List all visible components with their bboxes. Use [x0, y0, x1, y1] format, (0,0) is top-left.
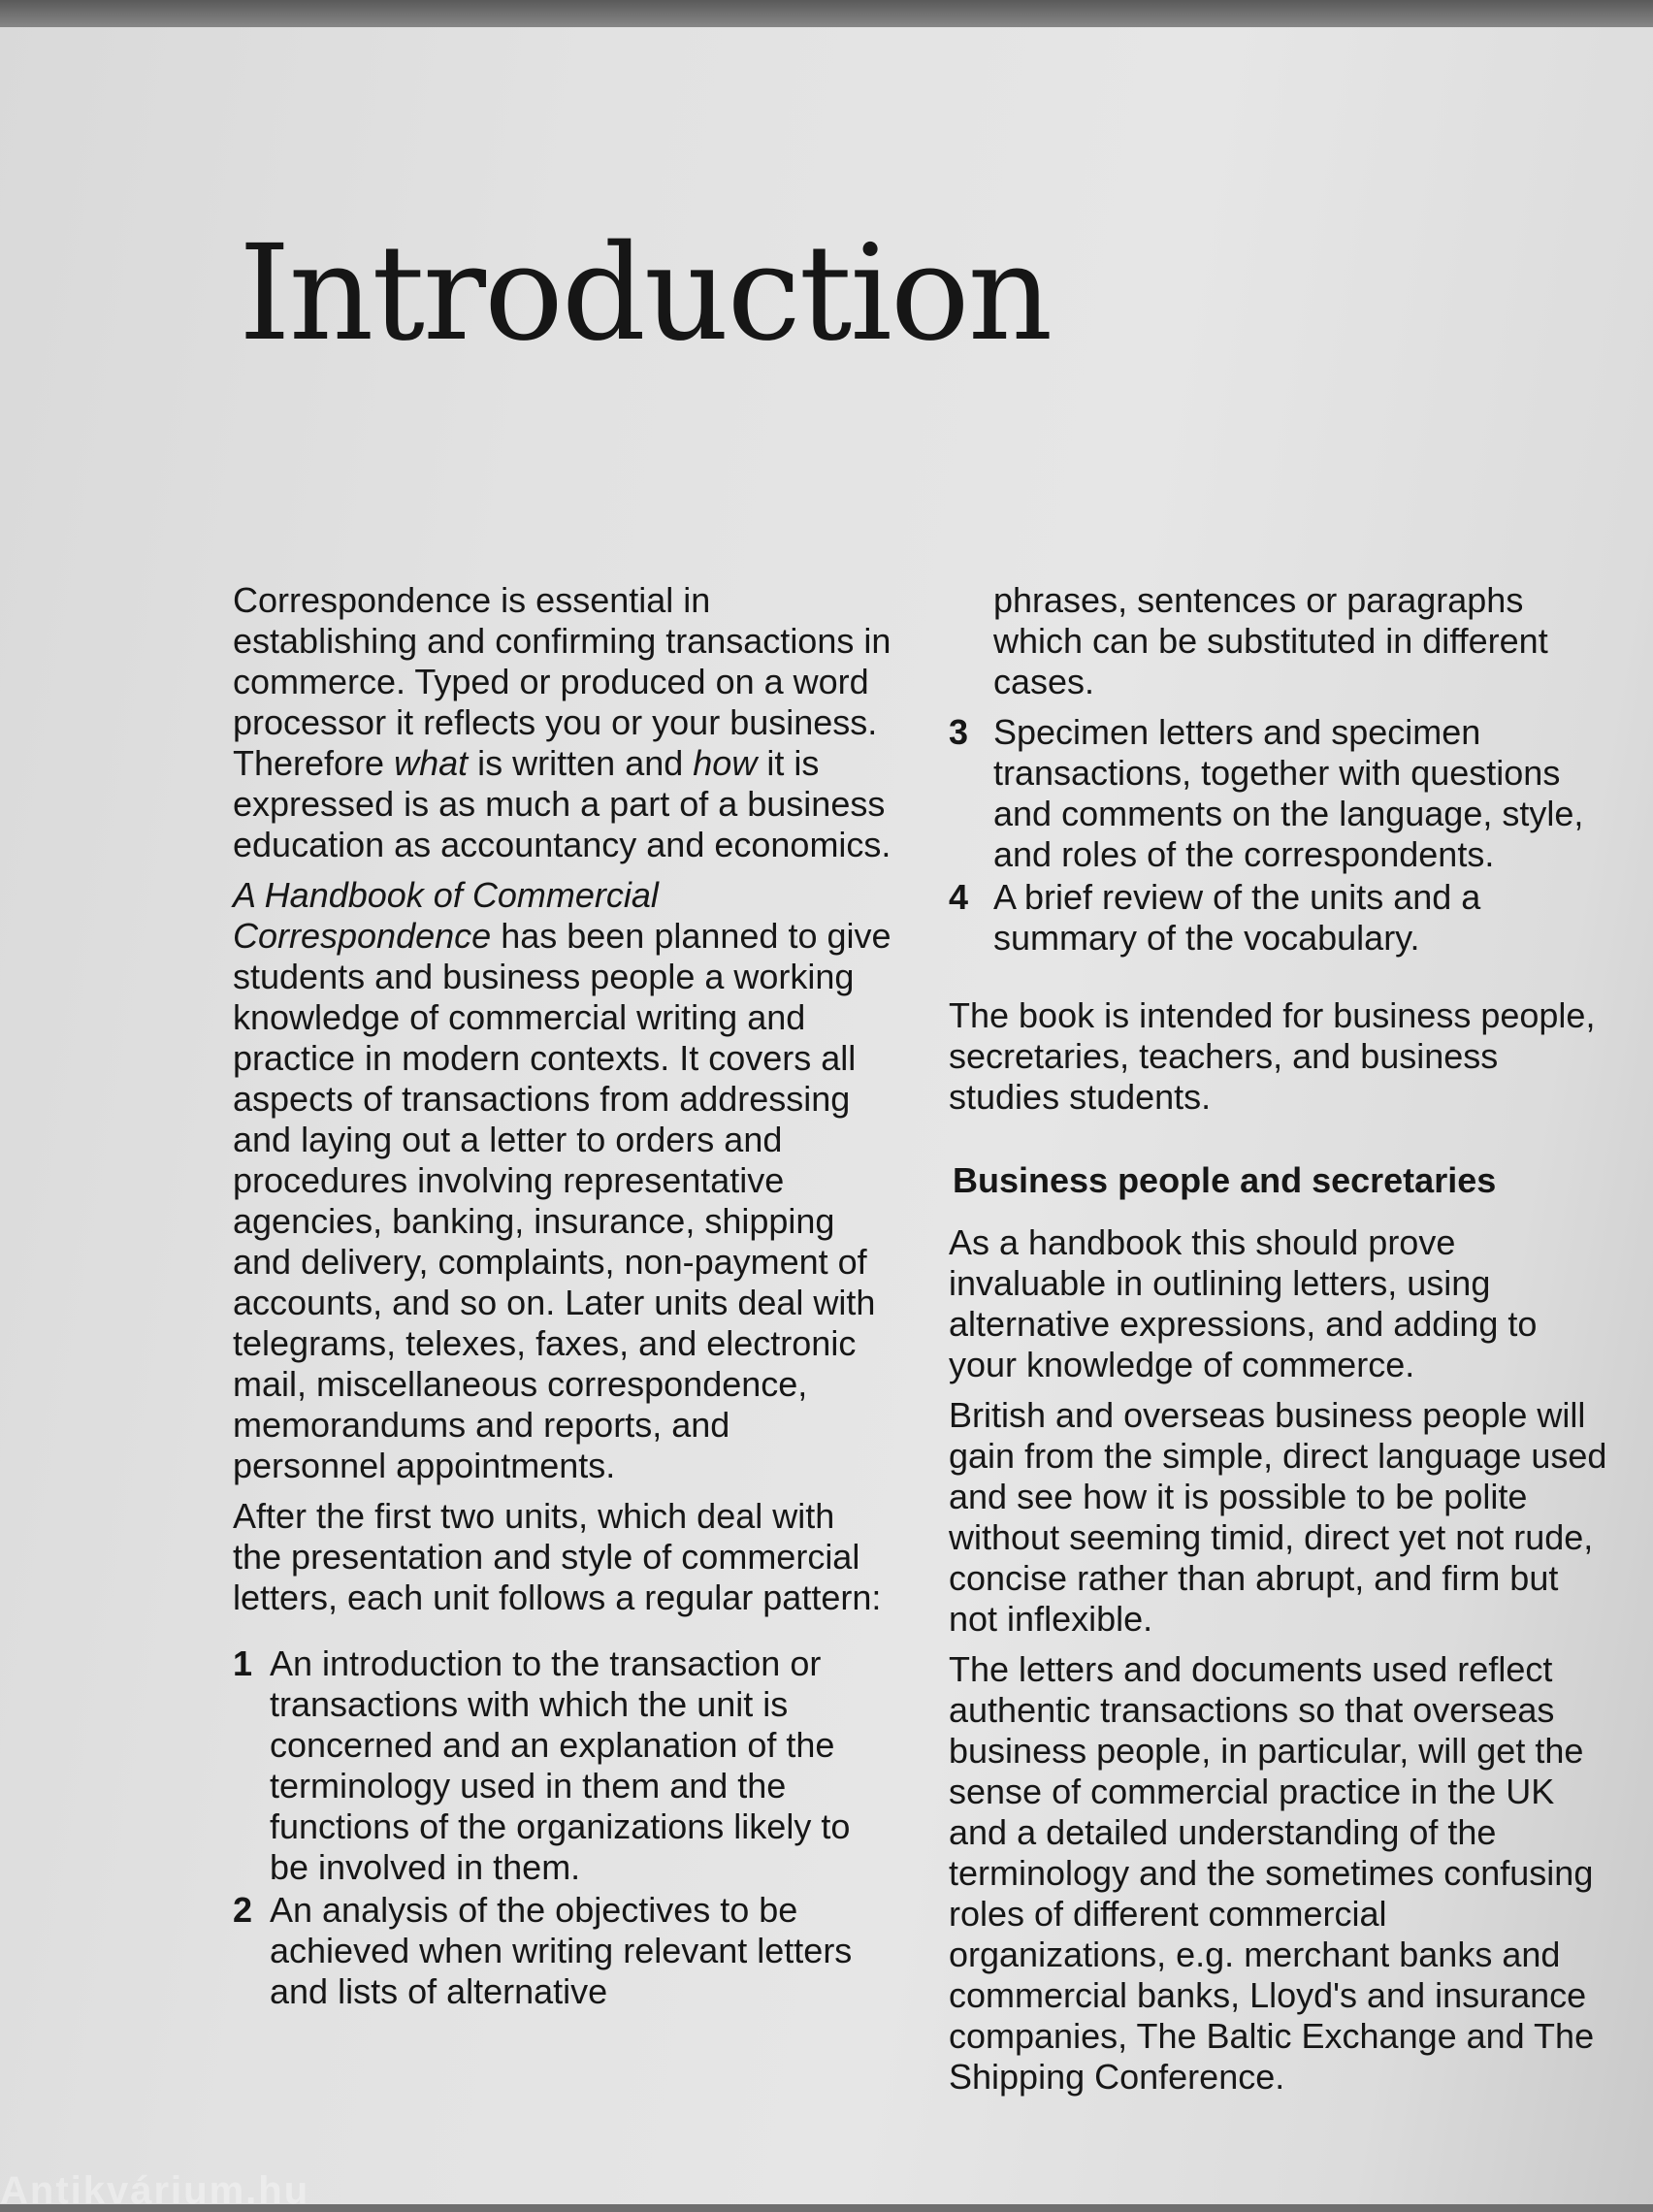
unit-pattern-list-continued: [949, 712, 1608, 959]
spacer: [949, 960, 1608, 995]
list-text: Specimen letters and specimen transactions, together with questions and comments on the language, style, and roles of the correspondents.: [993, 712, 1584, 874]
list-item: [949, 712, 1608, 875]
business-paragraph-3: The letters and documents used reflect authentic transactions so that overseas business people, in particular, will get the sense of commercial practice in the UK and a detailed understanding of the terminology and the sometimes confusing roles of different commercial organizations, e.g. merchant banks and commercial banks, Lloyd's and insurance companies, The Baltic Exchange and The Shipping Conference.: [949, 1649, 1595, 2097]
list-item: [949, 877, 1608, 959]
left-column: [233, 580, 892, 2014]
right-column: [949, 580, 1608, 2107]
unit-pattern-list: [233, 1643, 892, 2012]
watermark: Antikvárium.hu: [0, 2169, 310, 2212]
list-number: 2: [233, 1890, 253, 1930]
list-text: A brief review of the units and a summary of the vocabulary.: [993, 877, 1481, 958]
business-paragraph-2: British and overseas business people will gain from the simple, direct language used and see how it is possible to be polite without seeming timid, direct yet not rude, concise rather than abrupt, and firm but not inflexible.: [949, 1395, 1607, 1639]
list-text: An introduction to the transaction or transactions with which the unit is concerned and an explanation of the terminology used in them and the functions of the organizations likely to be involved in them.: [270, 1643, 851, 1887]
list-item: [233, 1890, 892, 2012]
list-item: [233, 1643, 892, 1888]
intro-paragraph-3: After the first two units, which deal with the presentation and style of commercial letters, each unit follows a regular pattern:: [233, 1496, 882, 1617]
page-top-edge: [0, 0, 1653, 29]
business-paragraph-1: As a handbook this should prove invaluable in outlining letters, using alternative expressions, and adding to your knowledge of commerce.: [949, 1222, 1538, 1384]
list-number: 4: [949, 877, 969, 917]
list-text: An analysis of the objectives to be achieved when writing relevant letters and lists of alternative: [270, 1890, 853, 2011]
section-heading: Business people and secretaries: [953, 1160, 1497, 1200]
list-number: 1: [233, 1643, 253, 1683]
intro-paragraph-2: A Handbook of Commercial Correspondence has been planned to give students and business people a working knowledge of commercial writing and practice in modern contexts. It covers all aspects of transactions from addressing and laying out a letter to orders and procedures involving representative agencies, banking, insurance, shipping and delivery, complaints, non-payment of accounts, and so on. Later units deal with telegrams, telexes, faxes, and electronic mail, miscellaneous correspondence, memorandums and reports, and personnel appointments.: [233, 875, 891, 1485]
list-number: 3: [949, 712, 969, 752]
page-title: Introduction: [239, 217, 1052, 371]
audience-paragraph: The book is intended for business people, secretaries, teachers, and business studies students.: [949, 995, 1596, 1117]
list-continuation: phrases, sentences or paragraphs which can be substituted in different cases.: [993, 580, 1548, 701]
intro-paragraph-1: Correspondence is essential in establishing and confirming transactions in commerce. Typed or produced on a word processor it reflects you or your business. Therefore what is written and how it is expressed is as much a part of a business education as accountancy and economics.: [233, 580, 891, 864]
